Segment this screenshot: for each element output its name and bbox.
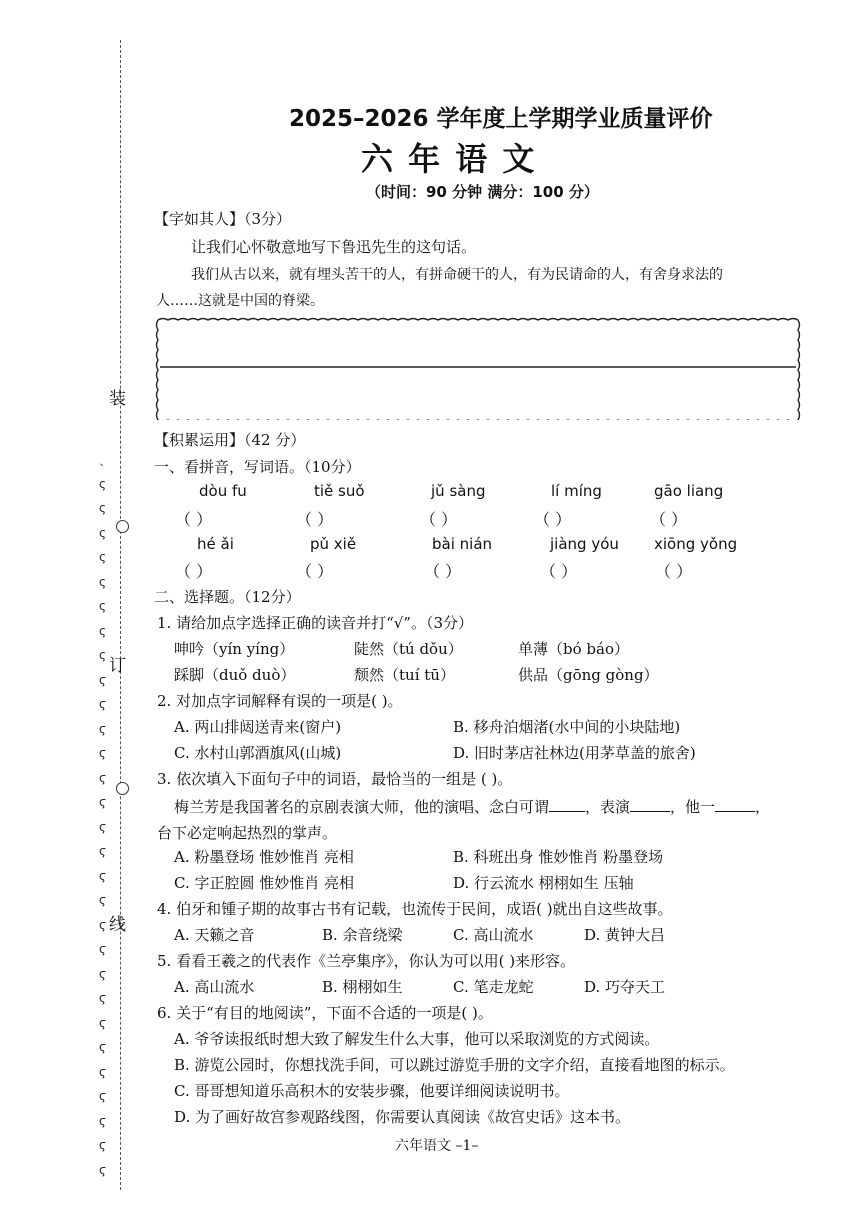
binding-squiggle-icon: ϛ: [99, 1064, 107, 1079]
binding-squiggle-icon: ϛ: [99, 868, 107, 883]
quote-line: 人……这就是中国的脊梁。: [156, 293, 324, 309]
binding-label-zhuang: 装: [109, 389, 126, 409]
option-item[interactable]: D. 旧时茅店社林边(用茅草盖的旅舍): [453, 744, 696, 762]
option-item[interactable]: C. 字正腔圆 惟妙惟肖 亮相: [174, 874, 355, 892]
binding-squiggle-icon: ϛ: [99, 966, 107, 981]
answer-blank[interactable]: （ ）: [296, 562, 334, 581]
question-text: 2. 对加点字词解释有误的一项是( )。: [157, 692, 403, 710]
pinyin-item: jǔ sàng: [431, 482, 486, 500]
binding-squiggle-icon: ϛ: [99, 819, 107, 834]
option-item[interactable]: A. 高山流水: [174, 978, 255, 996]
binding-squiggle-icon: ϛ: [99, 795, 107, 809]
binding-squiggle-icon: ς: [99, 525, 107, 540]
binding-label-xian: 线: [109, 915, 126, 935]
exam-meta: （时间：90 分钟 满分：100 分）: [366, 183, 599, 201]
binding-squiggle-icon: ϛ: [99, 991, 107, 1005]
answer-blank[interactable]: （ ）: [296, 510, 334, 529]
reading-item[interactable]: 呻吟（yín yíng）: [174, 640, 295, 658]
answer-blank[interactable]: （ ）: [534, 510, 572, 529]
answer-blank[interactable]: （ ）: [175, 510, 213, 529]
pinyin-item: hé ǎi: [197, 535, 234, 553]
binding-hole-icon: [116, 782, 129, 795]
question-text: 1. 请给加点字选择正确的读音并打“√”。（3分）: [157, 614, 474, 632]
option-item[interactable]: C. 笔走龙蛇: [453, 978, 534, 996]
reading-item[interactable]: 单薄（bó báo）: [518, 640, 629, 658]
fill-blank[interactable]: [630, 797, 670, 812]
fill-sentence-part: ，表演: [585, 798, 631, 816]
binding-squiggle-icon: ς: [99, 476, 107, 491]
answer-blank[interactable]: （ ）: [650, 510, 688, 529]
reading-item[interactable]: 供品（gōng gòng）: [518, 666, 659, 684]
pinyin-item: bài nián: [432, 535, 493, 553]
question-text: 4. 伯牙和锺子期的故事古书有记载，也流传于民间，成语( )就出自这些故事。: [157, 900, 673, 918]
binding-squiggle-icon: ϛ: [99, 770, 107, 785]
binding-squiggle-icon: ϛ: [99, 1089, 107, 1103]
option-item[interactable]: A. 粉墨登场 惟妙惟肖 亮相: [174, 848, 354, 866]
fill-blank[interactable]: [715, 797, 755, 812]
fill-sentence-part: 梅兰芳是我国著名的京剧表演大师，他的演唱、念白可谓: [174, 798, 550, 816]
option-item[interactable]: C. 高山流水: [453, 926, 534, 944]
option-item[interactable]: B. 栩栩如生: [322, 978, 403, 996]
answer-blank[interactable]: （ ）: [655, 562, 693, 581]
binding-hole-icon: [116, 520, 129, 533]
binding-dashed-line: [120, 40, 121, 1190]
binding-squiggle-icon: ς: [99, 623, 107, 638]
binding-squiggle-icon: ϛ: [99, 1113, 107, 1128]
answer-blank[interactable]: （ ）: [540, 562, 578, 581]
option-item[interactable]: B. 游览公园时，你想找洗手间，可以跳过游览手册的文字介绍，直接看地图的标示。: [174, 1056, 735, 1074]
binding-squiggle-icon: ς: [99, 501, 107, 515]
binding-squiggle-icon: ϛ: [99, 844, 107, 858]
fill-sentence-part: ，: [755, 798, 771, 816]
binding-squiggle-icon: ˎ: [99, 452, 105, 466]
binding-squiggle-icon: ϛ: [99, 721, 107, 736]
binding-label-ding: 订: [109, 656, 126, 676]
reading-item[interactable]: 陡然（tú dǒu）: [354, 640, 463, 658]
question-text: 3. 依次填入下面句子中的词语，最恰当的一组是 ( )。: [157, 770, 513, 788]
option-item[interactable]: A. 两山排闼送青来(窗户): [174, 718, 342, 736]
binding-squiggle-icon: ς: [99, 599, 107, 613]
answer-blank[interactable]: （ ）: [424, 562, 462, 581]
option-item[interactable]: D. 巧夺天工: [584, 978, 666, 996]
handwriting-box[interactable]: [152, 314, 804, 420]
pinyin-item: tiě suǒ: [314, 482, 365, 500]
subject-title: 六 年 语 文: [361, 140, 537, 178]
option-item[interactable]: D. 行云流水 栩栩如生 压轴: [453, 874, 634, 892]
binding-squiggle-icon: ϛ: [99, 672, 107, 687]
option-item[interactable]: D. 黄钟大吕: [584, 926, 666, 944]
binding-squiggle-icon: ϛ: [99, 746, 107, 760]
option-item[interactable]: D. 为了画好故宫参观路线图，你需要认真阅读《故宫史话》这本书。: [174, 1108, 631, 1126]
question-title: 一、看拼音，写词语。（10分）: [154, 458, 361, 476]
binding-squiggle-icon: ς: [99, 574, 107, 589]
option-item[interactable]: C. 水村山郭酒旗风(山城): [174, 744, 342, 762]
option-item[interactable]: B. 移舟泊烟渚(水中间的小块陆地): [453, 718, 681, 736]
pinyin-item: pǔ xiě: [310, 535, 357, 553]
reading-item[interactable]: 踩脚（duǒ duò）: [174, 666, 296, 684]
page-title: 2025–2026 学年度上学期学业质量评价: [289, 106, 713, 132]
binding-squiggle-icon: ϛ: [99, 1015, 107, 1030]
pinyin-item: dòu fu: [199, 482, 247, 500]
pinyin-item: lí míng: [551, 482, 602, 500]
pinyin-item: jiàng yóu: [550, 535, 619, 553]
fill-sentence-line: 台下必定响起热烈的掌声。: [157, 824, 338, 842]
binding-squiggle-icon: ϛ: [99, 893, 107, 907]
question-text: 5. 看看王羲之的代表作《兰亭集序》，你认为可以用( )来形容。: [157, 952, 576, 970]
page-footer: 六年语文 –1–: [395, 1138, 479, 1154]
instruction-text: 让我们心怀敬意地写下鲁迅先生的这句话。: [191, 238, 477, 256]
pinyin-item: gāo liang: [654, 482, 724, 500]
quote-line: 我们从古以来，就有埋头苦干的人，有拼命硬干的人，有为民请命的人，有舍身求法的: [191, 267, 723, 283]
pinyin-item: xiōng yǒng: [654, 535, 738, 553]
binding-squiggle-icon: ϛ: [99, 917, 107, 932]
option-item[interactable]: A. 爷爷读报纸时想大致了解发生什么大事，他可以采取浏览的方式阅读。: [174, 1030, 660, 1048]
fill-sentence: [174, 796, 770, 817]
option-item[interactable]: B. 余音绕梁: [322, 926, 403, 944]
answer-blank[interactable]: （ ）: [420, 510, 458, 529]
option-item[interactable]: C. 哥哥想知道乐高积木的安装步骤，他要详细阅读说明书。: [174, 1082, 570, 1100]
section-heading: 【字如其人】（3分）: [154, 210, 292, 228]
binding-squiggle-icon: ς: [99, 550, 107, 564]
binding-squiggle-icon: ϛ: [99, 1040, 107, 1054]
binding-squiggle-icon: ς: [99, 648, 107, 662]
question-text: 6. 关于“有目的地阅读”，下面不合适的一项是( )。: [157, 1004, 493, 1022]
fill-sentence-part: ，他一: [670, 798, 716, 816]
answer-blank[interactable]: （ ）: [175, 562, 213, 581]
binding-squiggle-icon: ϛ: [99, 942, 107, 956]
reading-item[interactable]: 颓然（tuí tū）: [354, 666, 455, 684]
binding-squiggle-icon: ϛ: [99, 1162, 107, 1177]
option-item[interactable]: A. 天籁之音: [174, 926, 255, 944]
binding-squiggle-icon: ϛ: [99, 1138, 107, 1152]
fill-blank[interactable]: [549, 797, 585, 812]
question-title: 二、选择题。（12分）: [154, 588, 301, 606]
section-heading: 【积累运用】（42 分）: [154, 431, 306, 449]
option-item[interactable]: B. 科班出身 惟妙惟肖 粉墨登场: [453, 848, 664, 866]
binding-squiggle-icon: ϛ: [99, 697, 107, 711]
